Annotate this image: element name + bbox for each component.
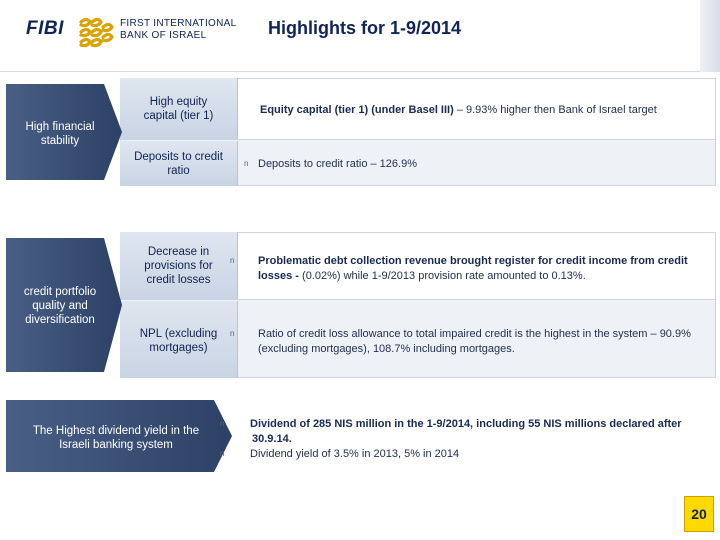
bank-name-line1: FIRST INTERNATIONAL (120, 18, 237, 29)
bank-name (120, 18, 236, 42)
row-text-rest: Ratio of credit loss allowance to total impaired credit is the highest in the system – 90.9% (excluding mortgages), 108.7% including mortgages. (258, 328, 691, 355)
section-heading-stability: High financial stability (25, 121, 95, 147)
logo-wordmark: FIBI (26, 18, 64, 39)
bank-logo-icon (76, 12, 116, 52)
bullet-marker: n (244, 159, 249, 168)
bullet-marker: n (230, 329, 235, 338)
row-text-rest: (0.02%) while 1-9/2013 provision rate amounted to 0.13%. (298, 270, 586, 282)
row-text-rest: Deposits to credit ratio – 126.9% (258, 158, 417, 170)
bullet-marker: n (230, 256, 235, 265)
bullet-marker: n (220, 419, 225, 428)
row-text-provisions (230, 253, 700, 284)
row-text-bold: Equity capital (tier 1) (under Basel III) (260, 104, 454, 116)
row-text-rest: – 9.93% higher then Bank of Israel target (453, 104, 657, 116)
bank-name-line2: BANK OF ISRAEL (120, 30, 207, 41)
row-label-deposits-ratio: Deposits to credit ratio (120, 141, 238, 186)
section-heading-credit: credit portfolio quality and diversification (23, 286, 97, 326)
row-text-bold: Problematic debt collection revenue brought register for credit income from credit losses - (258, 255, 688, 282)
row-text-npl (230, 326, 700, 357)
dividend-text-rest: Dividend yield of 3.5% in 2013, 5% in 2014 (250, 448, 460, 460)
row-text-deposits-ratio (244, 156, 704, 172)
page-title: Highlights for 1-9/2014 (268, 18, 462, 38)
page-number-badge: 20 (684, 496, 714, 532)
row-label-provisions: Decrease in provisions for credit losses (120, 232, 238, 300)
header-edge-decoration (700, 0, 720, 72)
dividend-line-1 (220, 416, 706, 447)
bullet-marker: n (220, 449, 225, 458)
dividend-text-bold: Dividend of 285 NIS million in the 1-9/2014, including 55 NIS millions declared after 30.9.14. (250, 418, 682, 445)
dividend-line-2 (220, 446, 706, 462)
row-text-equity-capital (260, 103, 710, 118)
row-label-npl: NPL (excluding mortgages) (120, 301, 238, 378)
row-label-equity-capital: High equity capital (tier 1) (120, 78, 238, 140)
section-heading-dividend: The Highest dividend yield in the Israeli banking system (32, 425, 200, 451)
header-bar (0, 0, 720, 72)
